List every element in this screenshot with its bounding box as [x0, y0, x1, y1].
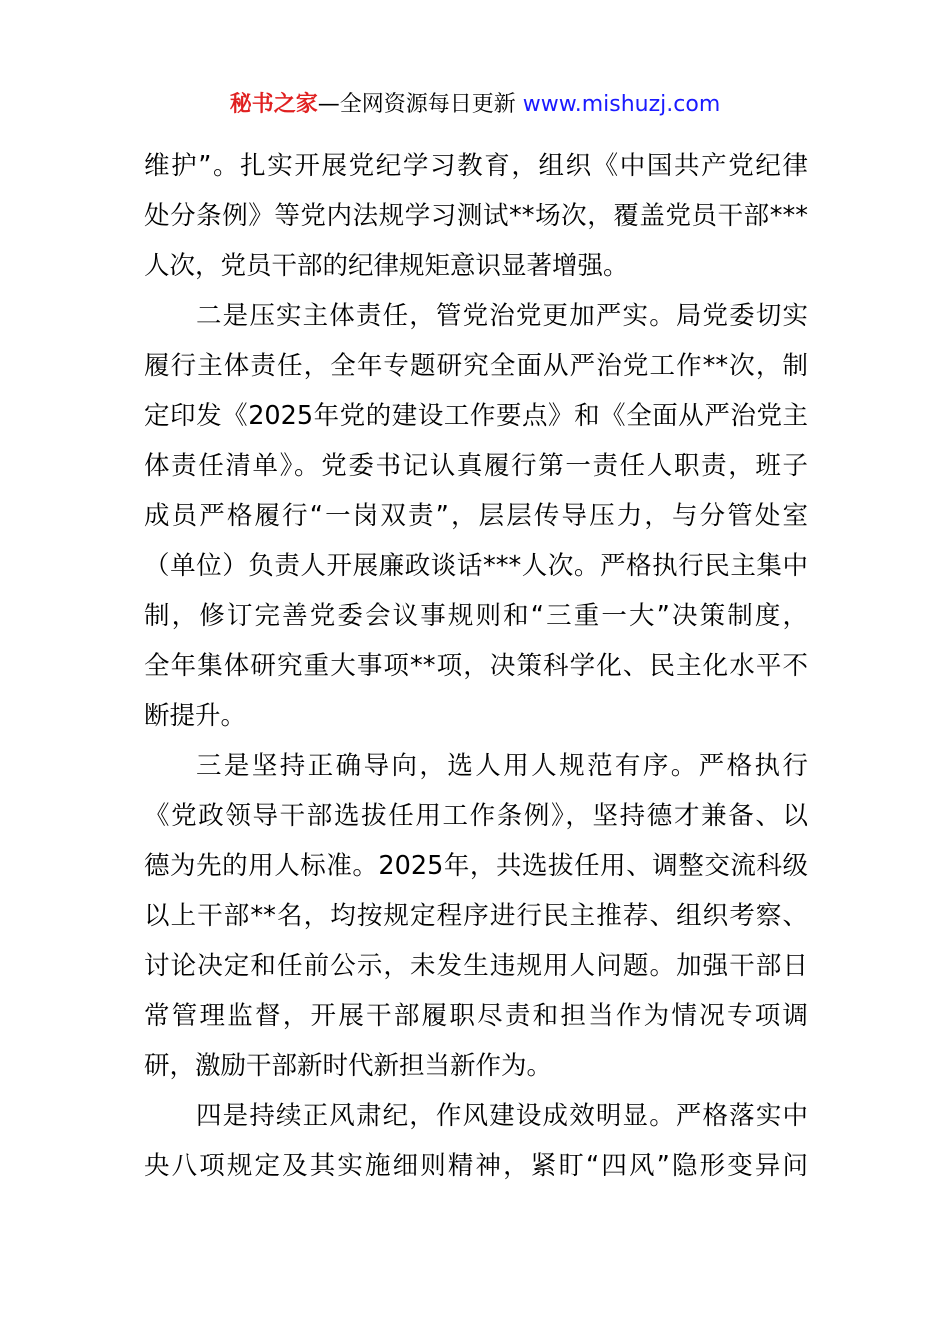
text-line: 《党政领导干部选拔任用工作条例》，坚持德才兼备、以 — [144, 801, 808, 831]
text-line: 人次，党员干部的纪律规矩意识显著增强。 — [144, 251, 629, 281]
text-line: 常管理监督，开展干部履职尽责和担当作为情况专项调 — [144, 1001, 808, 1031]
paragraph-start-line: 四是持续正风肃纪，作风建设成效明显。严格落实中 — [196, 1101, 808, 1131]
text-line: 研，激励干部新时代新担当新作为。 — [144, 1051, 553, 1081]
text-line: （单位）负责人开展廉政谈话***人次。严格执行民主集中 — [144, 551, 808, 581]
document-body — [144, 141, 808, 1191]
site-brand: 秘书之家 — [229, 92, 318, 117]
site-header — [0, 88, 950, 122]
text-line: 央八项规定及其实施细则精神，紧盯“四风”隐形变异问 — [144, 1151, 808, 1181]
text-line: 履行主体责任，全年专题研究全面从严治党工作**次，制 — [144, 351, 808, 381]
text-line: 德为先的用人标准。2025年，共选拔任用、调整交流科级 — [144, 851, 808, 881]
text-line: 成员严格履行“一岗双责”，层层传导压力，与分管处室 — [144, 501, 808, 531]
text-line: 定印发《2025年党的建设工作要点》和《全面从严治党主 — [144, 401, 808, 431]
text-line: 制，修订完善党委会议事规则和“三重一大”决策制度， — [144, 601, 808, 631]
text-line: 讨论决定和任前公示，未发生违规用人问题。加强干部日 — [144, 951, 808, 981]
text-line: 体责任清单》。党委书记认真履行第一责任人职责，班子 — [144, 451, 808, 481]
text-line: 全年集体研究重大事项**项，决策科学化、民主化水平不 — [144, 651, 808, 681]
text-line: 断提升。 — [144, 701, 247, 731]
text-line: 以上干部**名，均按规定程序进行民主推荐、组织考察、 — [144, 901, 808, 931]
site-url-link[interactable]: www.mishuzj.com — [522, 92, 721, 117]
text-line: 处分条例》等党内法规学习测试**场次，覆盖党员干部*** — [144, 201, 808, 231]
paragraph-start-line: 二是压实主体责任，管党治党更加严实。局党委切实 — [196, 301, 808, 331]
site-tagline: —全网资源每日更新 — [317, 92, 523, 117]
paragraph-start-line: 三是坚持正确导向，选人用人规范有序。严格执行 — [196, 751, 808, 781]
text-line: 维护”。扎实开展党纪学习教育，组织《中国共产党纪律 — [144, 151, 808, 181]
